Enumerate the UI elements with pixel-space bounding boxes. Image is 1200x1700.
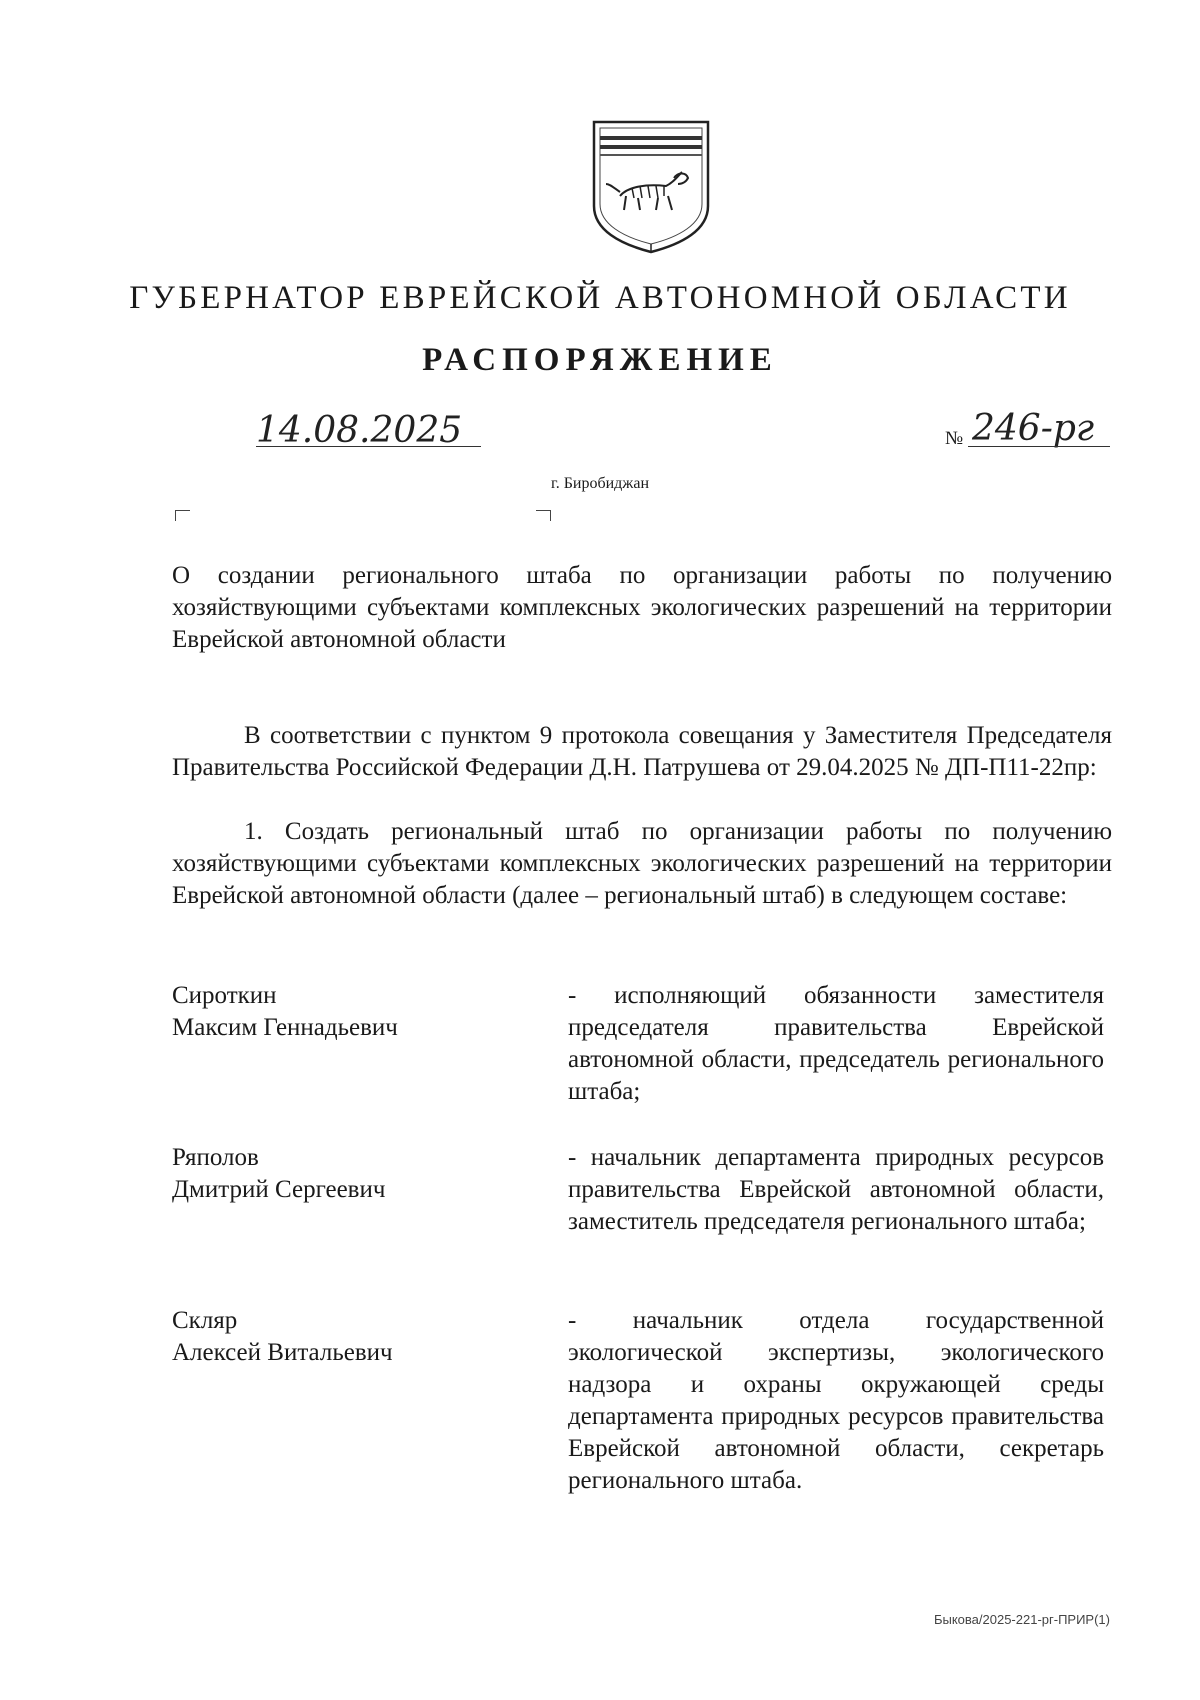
date-underline <box>256 446 481 447</box>
document-number: 246-рг <box>972 408 1095 449</box>
member-given-names: Максим Геннадьевич <box>172 1014 398 1041</box>
member-given-names: Алексей Витальевич <box>172 1339 393 1366</box>
member-role: - начальник отдела государственной экологической экспертизы, экологического надзора и охраны окружающей среды департамента природных ресурсов правительства Еврейской автономной области, секретарь регионального штаба. <box>568 1307 1104 1494</box>
member-surname: Сироткин <box>172 982 277 1009</box>
document-date: 14.08.2025 <box>256 410 463 451</box>
issue-city: г. Биробиджан <box>550 475 650 492</box>
member-role: - начальник департамента природных ресурсов правительства Еврейской автономной области, заместитель председателя регионального штаба; <box>568 1144 1104 1235</box>
member-name <box>172 1142 552 1206</box>
number-underline <box>968 446 1110 447</box>
issuing-authority: ГУБЕРНАТОР ЕВРЕЙСКОЙ АВТОНОМНОЙ ОБЛАСТИ <box>129 280 1071 316</box>
member-surname: Скляр <box>172 1307 238 1334</box>
member-role: - исполняющий обязанности заместителя председателя правительства Еврейской автономной области, председатель регионального штаба; <box>568 982 1104 1105</box>
document-subject: О создании регионального штаба по организации работы по получению хозяйствующими субъектами комплексных экологических разрешений на территории Еврейской автономной области <box>172 562 1112 653</box>
number-sign: № <box>945 428 964 449</box>
member-surname: Ряполов <box>172 1144 259 1171</box>
document-type-title: РАСПОРЯЖЕНИЕ <box>422 342 778 378</box>
subject-corner-mark-right <box>536 510 551 521</box>
member-name <box>172 1305 552 1369</box>
member-given-names: Дмитрий Сергеевич <box>172 1176 386 1203</box>
footer-reference: Быкова/2025-221-рг-ПРИР(1) <box>933 1612 1110 1627</box>
member-name <box>172 980 552 1044</box>
coat-of-arms-icon <box>590 118 712 256</box>
subject-corner-mark-left <box>175 510 190 521</box>
item-1-paragraph: 1. Создать региональный штаб по организации работы по получению хозяйствующими субъектами комплексных экологических разрешений на территории Еврейской автономной области (далее – региональный штаб) в следующем составе: <box>172 818 1112 909</box>
preamble-paragraph: В соответствии с пунктом 9 протокола совещания у Заместителя Председателя Правительства Российской Федерации Д.Н. Патрушева от 29.04.2025 № ДП-П11-22пр: <box>172 722 1112 781</box>
